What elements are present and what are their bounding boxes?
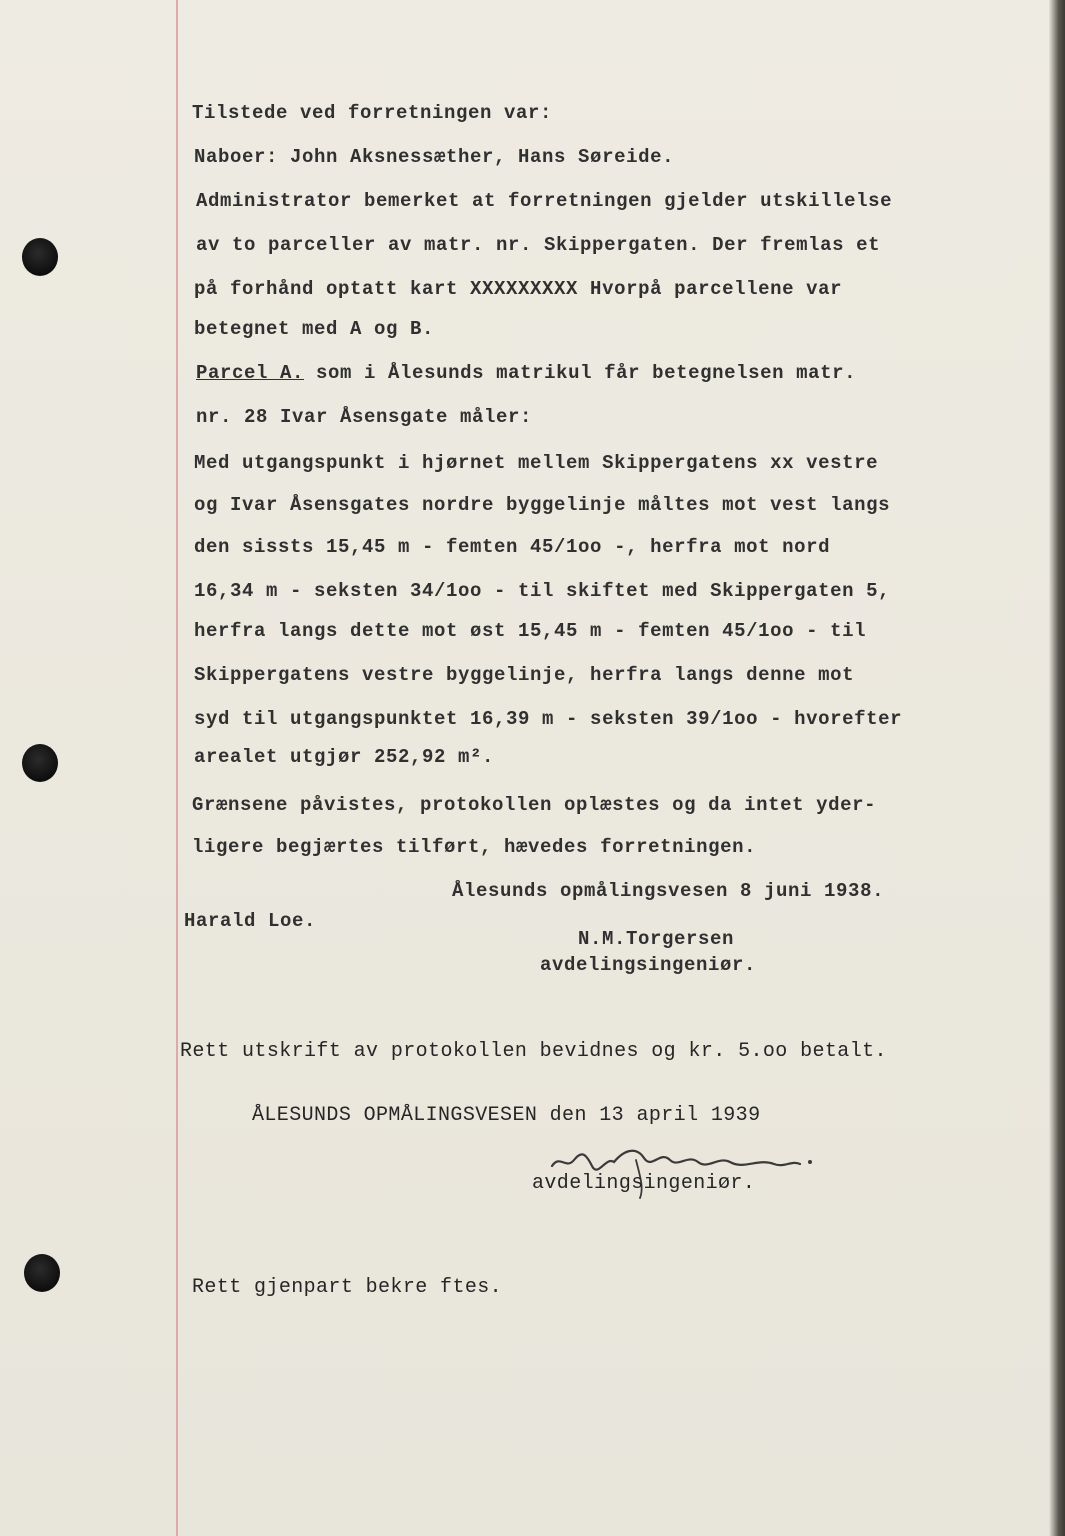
margin-rule	[176, 0, 178, 1536]
protocol-line: av to parceller av matr. nr. Skippergaten. Der fremlas et	[196, 234, 881, 256]
protocol-line: Administrator bemerket at forretningen gjelder utskillelse	[196, 190, 893, 212]
protocol-line: Skippergatens vestre byggelinje, herfra langs denne mot	[194, 664, 855, 686]
protocol-line: Tilstede ved forretningen var:	[192, 102, 553, 124]
protocol-line: ligere begjærtes tilført, hævedes forretningen.	[192, 836, 757, 858]
punch-hole-icon	[22, 238, 58, 276]
protocol-line: nr. 28 Ivar Åsensgate måler:	[196, 406, 533, 428]
protocol-line: betegnet med A og B.	[194, 318, 435, 340]
protocol-line: Med utgangspunkt i hjørnet mellem Skippergatens xx vestre	[194, 452, 879, 474]
signer-title: avdelingsingeniør.	[540, 954, 757, 976]
witness-name: Harald Loe.	[184, 910, 317, 932]
protocol-line: på forhånd optatt kart XXXXXXXXX Hvorpå parcellene var	[194, 278, 843, 300]
protocol-line: 16,34 m - seksten 34/1oo - til skiftet med Skippergaten 5,	[194, 580, 891, 602]
protocol-line: Grænsene påvistes, protokollen oplæstes og da intet yder-	[192, 794, 877, 816]
protocol-line: syd til utgangspunktet 16,39 m - seksten 39/1oo - hvorefter	[194, 708, 903, 730]
certification-statement: Rett utskrift av protokollen bevidnes og kr. 5.oo betalt.	[180, 1040, 887, 1063]
protocol-line: herfra langs dette mot øst 15,45 m - femten 45/1oo - til	[194, 620, 867, 642]
certification-signer-title: avdelingsingeniør.	[532, 1172, 756, 1195]
punch-hole-icon	[22, 744, 58, 782]
signer-name: N.M.Torgersen	[578, 928, 735, 950]
protocol-line: Naboer: John Aksnessæther, Hans Søreide.	[194, 146, 675, 168]
protocol-line: den sissts 15,45 m - femten 45/1oo -, herfra mot nord	[194, 536, 831, 558]
copy-confirmation: Rett gjenpart bekre ftes.	[192, 1276, 503, 1299]
punch-hole-icon	[24, 1254, 60, 1292]
page-edge-shadow	[1049, 0, 1065, 1536]
parcel-line	[196, 362, 856, 384]
certification-place-date: ÅLESUNDS OPMÅLINGSVESEN den 13 april 1939	[252, 1104, 761, 1127]
protocol-line: som i Ålesunds matrikul får betegnelsen matr.	[316, 362, 857, 384]
protocol-line: arealet utgjør 252,92 m².	[194, 746, 495, 768]
protocol-place-date: Ålesunds opmålingsvesen 8 juni 1938.	[452, 880, 885, 902]
parcel-label: Parcel A.	[196, 362, 305, 384]
protocol-line: og Ivar Åsensgates nordre byggelinje måltes mot vest langs	[194, 494, 891, 516]
